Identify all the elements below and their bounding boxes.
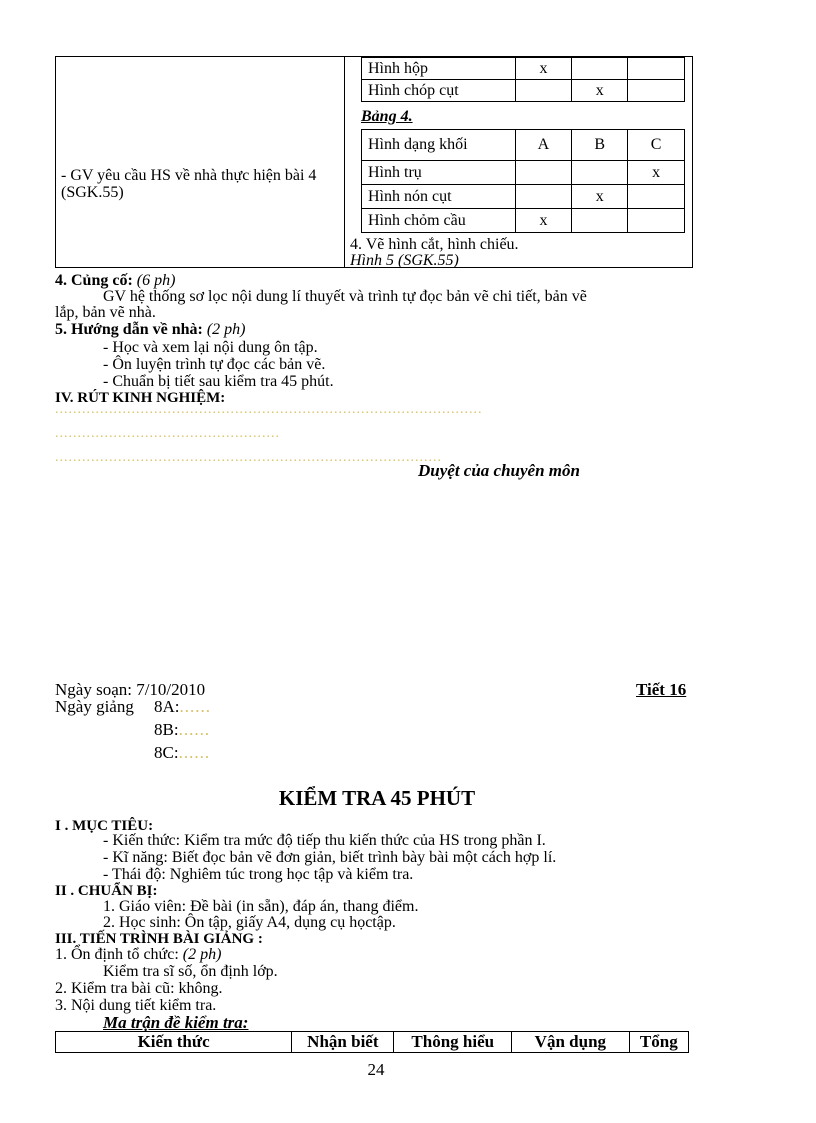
- page-title: KIỂM TRA 45 PHÚT: [278, 786, 476, 810]
- objective-item: - Thái độ: Nghiêm túc trong học tập và kiểm tra.: [103, 866, 414, 883]
- table-header-row: [56, 1032, 689, 1053]
- shape-name: Hình nón cụt: [362, 185, 516, 209]
- approval-label: Duyệt của chuyên môn: [418, 461, 580, 480]
- experience-heading: IV. RÚT KINH NGHIỆM:: [55, 390, 226, 406]
- table-4: [361, 129, 685, 233]
- shape-name: Hình chóp cụt: [362, 80, 516, 102]
- class-label: 8C:: [154, 743, 179, 762]
- table-header-row: [362, 130, 685, 161]
- table-row: [362, 209, 685, 233]
- class-label: 8B:: [154, 720, 179, 739]
- preparation-item: 1. Giáo viên: Đề bài (in sẵn), đáp án, thang điểm.: [103, 898, 419, 915]
- section-homework: [55, 321, 245, 339]
- homework-item: - Chuẩn bị tiết sau kiểm tra 45 phút.: [103, 373, 334, 390]
- header-c: C: [628, 130, 685, 161]
- class-label: 8A:: [154, 697, 180, 716]
- consolidation-line-1: GV hệ thống sơ lọc nội dung lí thuyết và trình tự đọc bản vẽ chi tiết, bản vẽ: [103, 288, 587, 305]
- column-divider: [344, 57, 345, 267]
- cell-a: [515, 80, 572, 102]
- cell-c: [628, 209, 685, 233]
- item-4-ref: Hình 5 (SGK.55): [350, 252, 459, 268]
- cell-b: [572, 58, 628, 80]
- cell-c: [628, 185, 685, 209]
- table-row: [362, 161, 685, 185]
- step-1-body: Kiểm tra sĩ số, ổn định lớp.: [103, 963, 278, 980]
- preparation-item: 2. Học sinh: Ôn tập, giấy A4, dụng cụ họctập.: [103, 914, 396, 931]
- section-heading: 5. Hướng dẫn về nhà:: [55, 321, 203, 338]
- preparation-heading: II . CHUẨN BỊ:: [55, 883, 158, 899]
- cell-c: x: [628, 161, 685, 185]
- homework-item: - Ôn luyện trình tự đọc các bản vẽ.: [103, 356, 326, 373]
- item-4: 4. Vẽ hình cắt, hình chiếu.: [350, 236, 519, 253]
- dotted-line: ......................................................................................: [55, 450, 442, 465]
- prepared-date: Ngày soạn: 7/10/2010: [55, 680, 206, 699]
- cell-b: [572, 209, 628, 233]
- section-time: (6 ph): [136, 272, 176, 289]
- step-label: 1. Ổn định tổ chức:: [55, 946, 179, 963]
- dotted-line: ...............................................................................................: [55, 402, 483, 417]
- cell-b: [572, 161, 628, 185]
- cell-c: [628, 80, 685, 102]
- class-8b: [154, 720, 210, 740]
- shape-name: Hình chỏm cầu: [362, 209, 516, 233]
- header-total: Tổng: [629, 1032, 688, 1053]
- step-2: 2. Kiểm tra bài cũ: không.: [55, 980, 223, 997]
- class-8c: [154, 743, 210, 763]
- header-a: A: [515, 130, 572, 161]
- class-8a: [154, 697, 211, 717]
- header-b: B: [572, 130, 628, 161]
- header-shape: Hình dạng khối: [362, 130, 516, 161]
- teaching-date-label: Ngày giảng: [55, 697, 134, 716]
- process-heading: III. TIẾN TRÌNH BÀI GIẢNG :: [55, 931, 263, 947]
- dotted-line: ..................................................: [55, 426, 280, 441]
- step-1: [55, 946, 221, 964]
- class-dots: ......: [178, 743, 211, 762]
- table-row: [362, 58, 685, 80]
- class-dots: ......: [179, 697, 211, 716]
- shape-name: Hình hộp: [362, 58, 516, 80]
- cell-a: [515, 161, 572, 185]
- cell-b: x: [572, 80, 628, 102]
- matrix-title: Ma trận đề kiểm tra:: [103, 1013, 249, 1032]
- cell-a: x: [515, 58, 572, 80]
- header-recognize: Nhận biết: [292, 1032, 394, 1053]
- consolidation-line-2: lắp, bản vẽ nhà.: [55, 304, 156, 321]
- class-dots: ......: [178, 720, 211, 739]
- header-understand: Thông hiểu: [394, 1032, 512, 1053]
- cell-c: [628, 58, 685, 80]
- section-time: (2 ph): [206, 321, 246, 338]
- period-number: Tiết 16: [636, 680, 687, 699]
- shape-name: Hình trụ: [362, 161, 516, 185]
- table-4-title: Bảng 4.: [361, 108, 413, 125]
- step-3: 3. Nội dung tiết kiểm tra.: [55, 997, 217, 1014]
- cell-a: [515, 185, 572, 209]
- step-time: (2 ph): [182, 946, 222, 963]
- exam-matrix-table: [55, 1031, 689, 1053]
- section-heading: 4. Củng cố:: [55, 272, 133, 289]
- header-apply: Vận dụng: [512, 1032, 630, 1053]
- table-3: [361, 57, 685, 102]
- header-knowledge: Kiến thức: [56, 1032, 292, 1053]
- teacher-instruction: - GV yêu cầu HS về nhà thực hiện bài 4 (SGK.55): [61, 167, 317, 201]
- homework-item: - Học và xem lại nội dung ôn tập.: [103, 339, 318, 356]
- objective-item: - Kĩ năng: Biết đọc bản vẽ đơn giản, biết trình bày bài một cách hợp lí.: [103, 849, 557, 866]
- table-row: [362, 185, 685, 209]
- cell-b: x: [572, 185, 628, 209]
- page-number: 24: [367, 1060, 385, 1079]
- table-row: [362, 80, 685, 102]
- cell-a: x: [515, 209, 572, 233]
- objectives-heading: I . MỤC TIÊU:: [55, 818, 154, 834]
- objective-item: - Kiến thức: Kiểm tra mức độ tiếp thu kiến thức của HS trong phần I.: [103, 832, 546, 849]
